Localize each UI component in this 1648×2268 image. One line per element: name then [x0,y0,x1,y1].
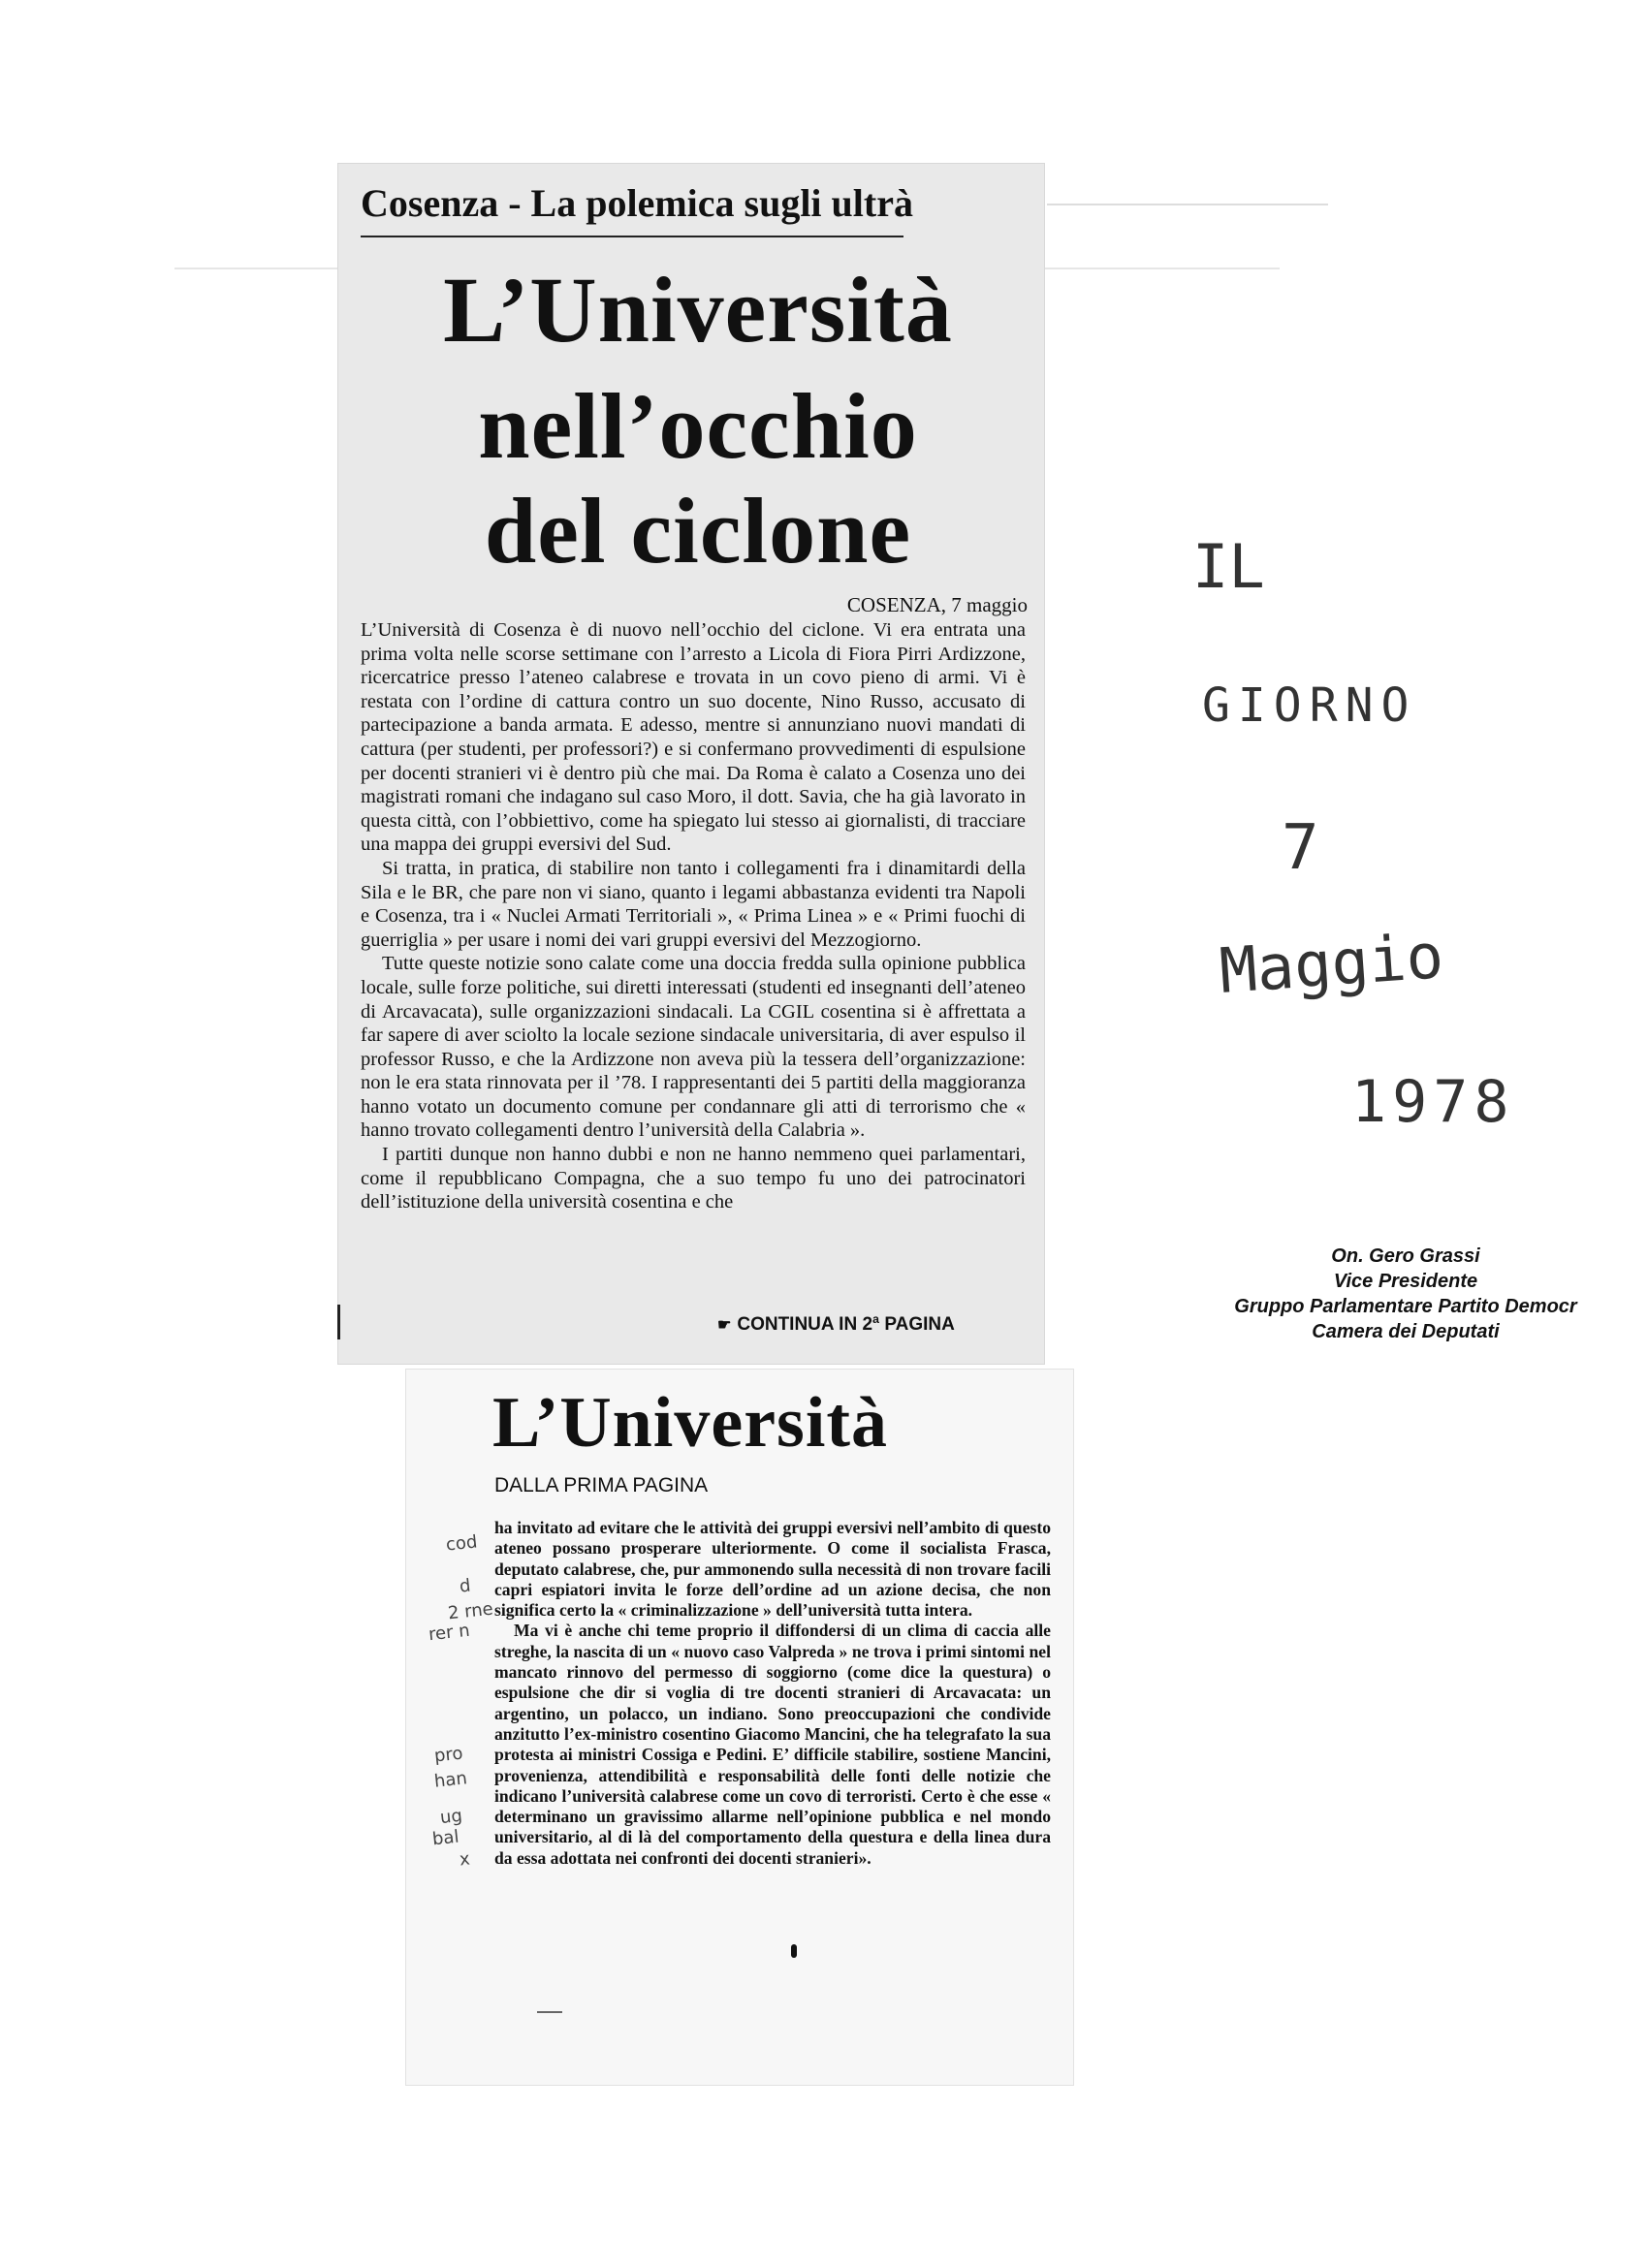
handwritten-month: Maggio [1217,921,1446,1008]
continua-text: CONTINUA IN 2ª PAGINA [737,1314,955,1335]
continuation-headline: L’Università [492,1383,889,1463]
signature-name: On. Gero Grassi [1331,1245,1480,1267]
margin-note: han [432,1768,468,1792]
kicker-rule [361,236,903,237]
article-kicker: Cosenza - La polemica sugli ultrà [361,181,913,225]
margin-note: bal [430,1826,460,1850]
paragraph: Si tratta, in pratica, di stabilire non tanto i collegamenti fra i dinamitardi della Sila e le BR, che pare non vi siano, quanto i legami abbastanza evidenti tra Napoli e Cosenza, tra i « Nuclei Armati Territoriali », « Prima Linea » e « Primi fuochi di guerriglia » per usare i nomi dei vari gruppi eversivi del Mezzogiorno. [361,857,1026,951]
headline-line-2: nell’occhio [478,374,918,478]
column-edge-rule [337,1305,340,1339]
margin-note: rer n [428,1620,471,1646]
signature-chamber: Camera dei Deputati [1312,1321,1500,1342]
article-body [361,618,1026,1214]
margin-note: 2 rne [447,1598,494,1624]
margin-note: d [458,1575,472,1597]
margin-note: ug [438,1805,463,1829]
headline-line-1: L’Università [443,258,953,362]
bleed-through-letterhead [1047,204,1328,264]
ink-mark [791,1944,797,1958]
paragraph: L’Università di Cosenza è di nuovo nell’occhio del ciclone. Vi era entrata una prima volta nelle scorse settimane con l’arresto a Licola di Fiora Pirri Ardizzone, ricercatrice presso l’ateneo calabrese e trovata in un covo pieno di armi. Vi è restata con l’ordine di cattura contro un suo docente, Nino Russo, accusato di partecipazione a banda armata. E adesso, mentre si annunziano nuovi mandati di cattura (per studenti, per professori?) e si confermano provvedimenti di espulsione per docenti stranieri vi è dentro più che mai. Da Roma è calato a Cosenza uno dei magistrati romani che indagano sul caso Moro, il dott. Savia, che ha già lavorato in questa città, con l’obbiettivo, come ha spiegato lui stesso ai giornalisti, di tracciare una mappa dei gruppi eversivi del Sud. [361,619,1026,856]
headline-line-3: del ciclone [484,479,912,583]
handwritten-day: 7 [1282,812,1319,884]
continuation-body [494,1518,1051,1869]
paragraph: Tutte queste notizie sono calate come una doccia fredda sulla opinione pubblica locale, sulle forze politiche, sui diretti interessati (studenti ed insegnanti dell’ateneo di Arcavacata), sulle organizzazioni sindacali. La CGIL cosentina si è affrettata a far sapere di aver sciolto la locale sezione sindacale universitaria, di aver espulso il professor Russo, e che la Ardizzone non aveva più la tessera dell’organizzazione: non le era stata rinnovata per il ’78. I rappresentanti dei 5 partiti della maggioranza hanno votato un documento comune per condannare gli atti di terrorismo che « hanno trovato collegamenti dentro l’università della Calabria ». [361,953,1026,1142]
handwritten-year: 1978 [1351,1068,1515,1136]
signature-group: Gruppo Parlamentare Partito Democr [1234,1296,1577,1317]
margin-note: cod [444,1531,479,1556]
paragraph: Ma vi è anche chi teme proprio il diffondersi di un clima di caccia alle streghe, la nascita di un « nuovo caso Valpreda » ne trova i primi sintomi nel mancato rinnovo del permesso di soggiorno (come dice la questura) o espulsione che dir si voglia di tre docenti stranieri di Arcavacata: un argentino, un polacco, un indiano. Sono preoccupazioni che condivide anzitutto l’ex-ministro cosentino Giacomo Mancini, che ha telegrafato la sua protesta ai ministri Cossiga e Pedini. E’ difficile stabilire, sostiene Mancini, provenienza, attendibilità e responsabilità delle fonti delle notizie che indicano l’università calabrese come un covo di terroristi. Certo è che esse « determinano un gravissimo allarme nell’opinione pubblica e nel mondo universitario, al di là del comportamento della questura e della linea dura da essa adottata nei confronti dei docenti stranieri». [494,1621,1051,1868]
paragraph: I partiti dunque non hanno dubbi e non ne hanno nemmeno quei parlamentari, come il repubblicano Compagna, che a suo tempo fu uno dei patrocinatori dell’istituzione della università cosentina e che [361,1144,1026,1213]
continuation-subhead: DALLA PRIMA PAGINA [494,1474,709,1496]
ink-dash [537,2011,562,2013]
signature-role: Vice Presidente [1333,1271,1478,1292]
paragraph: ha invitato ad evitare che le attività dei gruppi eversivi nell’ambito di questo ateneo possano prosperare ulteriormente. O come il socialista Frasca, deputato calabrese, che, pur ammonendo sulla necessità di non trovare facili capri espiatori invita le forze dell’ordine ad un azione decisa, che non significa certo la « criminalizzazione » dell’università tutta intera. [494,1518,1051,1621]
margin-note: x [458,1848,471,1871]
margin-note: pro [432,1743,464,1767]
signature-block [1192,1244,1619,1344]
pointing-hand-icon: ☛ [717,1317,732,1334]
article-dateline: COSENZA, 7 maggio [846,593,1028,616]
continua-line [717,1314,955,1336]
handwritten-il: IL [1192,531,1265,602]
handwritten-giorno: GIORNO [1202,678,1417,733]
